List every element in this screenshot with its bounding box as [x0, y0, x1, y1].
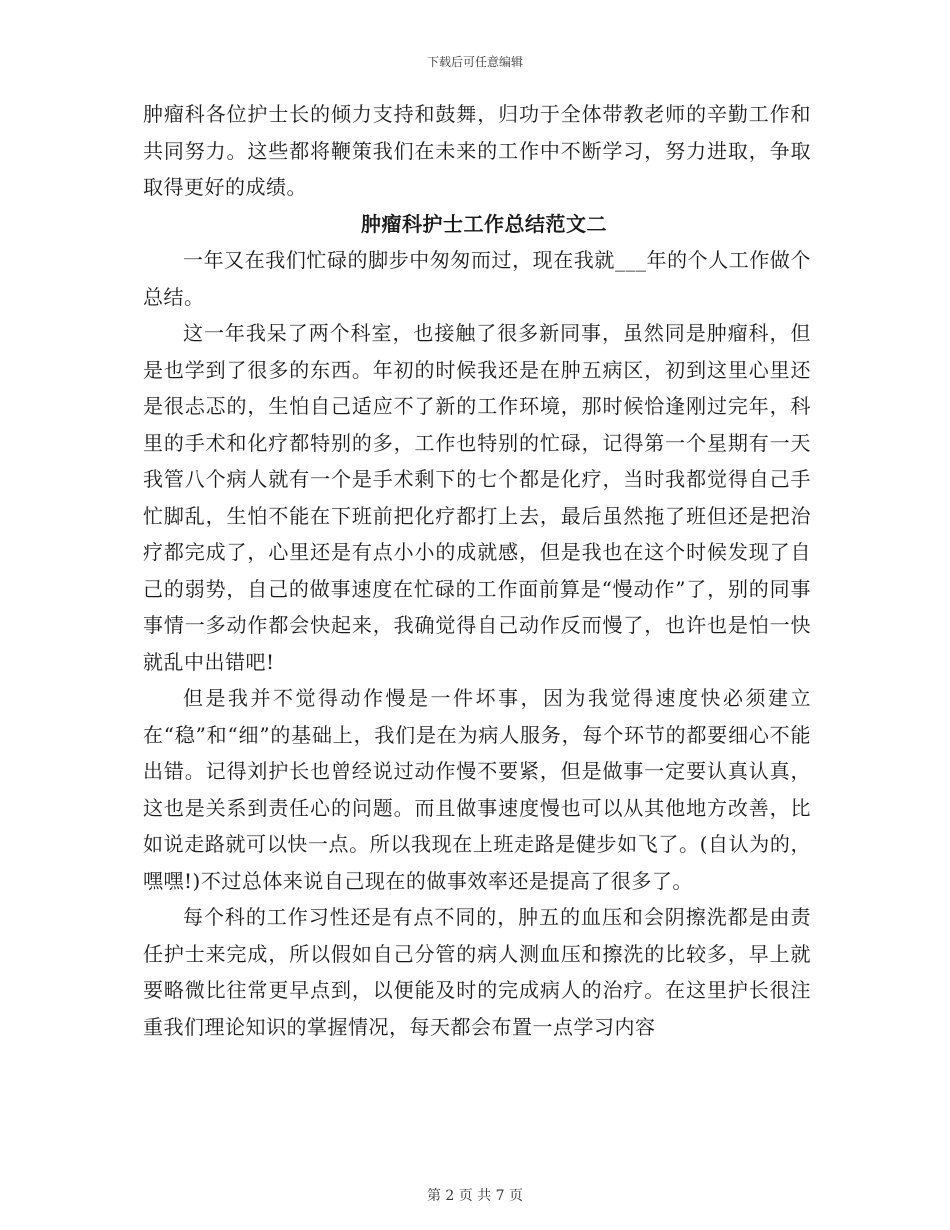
- document-body: [143, 96, 811, 1045]
- paragraph-intro: 一年又在我们忙碌的脚步中匆匆而过，现在我就___年的个人工作做个总结。: [143, 248, 811, 309]
- paragraph-department-habits: 每个科的工作习性还是有点不同的，肿五的血压和会阴擦洗都是由责任护士来完成，所以假如自己分管的病人测血压和擦洗的比较多，早上就要略微比往常更早点到，以便能及时的完成病人的治疗。在这里护长很注重我们理论知识的掌握情况，每天都会布置一点学习内容: [143, 905, 811, 1039]
- continuation-paragraph: 肿瘤科各位护士长的倾力支持和鼓舞，归功于全体带教老师的辛勤工作和共同努力。这些都将鞭策我们在未来的工作中不断学习，努力进取，争取取得更好的成绩。: [143, 102, 811, 199]
- section-title: 肿瘤科护士工作总结范文二: [361, 211, 607, 236]
- page-header-note: 下载后可任意编辑: [426, 55, 523, 69]
- page-number-footer: 第 2 页 共 7 页: [426, 1188, 524, 1204]
- paragraph-two-departments: 这一年我呆了两个科室，也接触了很多新同事，虽然同是肿瘤科，但是也学到了很多的东西。年初的时候我还是在肿五病区，初到这里心里还是很忐忑的，生怕自己适应不了新的工作环境，那时候恰逢刚过完年，科里的手术和化疗都特别的多，工作也特别的忙碌，记得第一个星期有一天我管八个病人就有一个是手术剩下的七个都是化疗，当时我都觉得自己手忙脚乱，生怕不能在下班前把化疗都打上去，最后虽然拖了班但还是把治疗都完成了，心里还是有点小小的成就感，但是我也在这个时候发现了自己的弱势，自己的做事速度在忙碌的工作面前算是“慢动作”了，别的同事事情一多动作都会快起来，我确觉得自己动作反而慢了，也许也是怕一快就乱中出错吧!: [143, 321, 811, 674]
- paragraph-speed: 但是我并不觉得动作慢是一件坏事，因为我觉得速度快必须建立在“稳”和“细”的基础上，我们是在为病人服务，每个环节的都要细心不能出错。记得刘护长也曾经说过动作慢不要紧，但是做事一定要认真认真，这也是关系到责任心的问题。而且做事速度慢也可以从其他地方改善，比如说走路就可以快一点。所以我现在上班走路是健步如飞了。(自认为的，嘿嘿!)不过总体来说自己现在的做事效率还是提高了很多了。: [143, 686, 811, 893]
